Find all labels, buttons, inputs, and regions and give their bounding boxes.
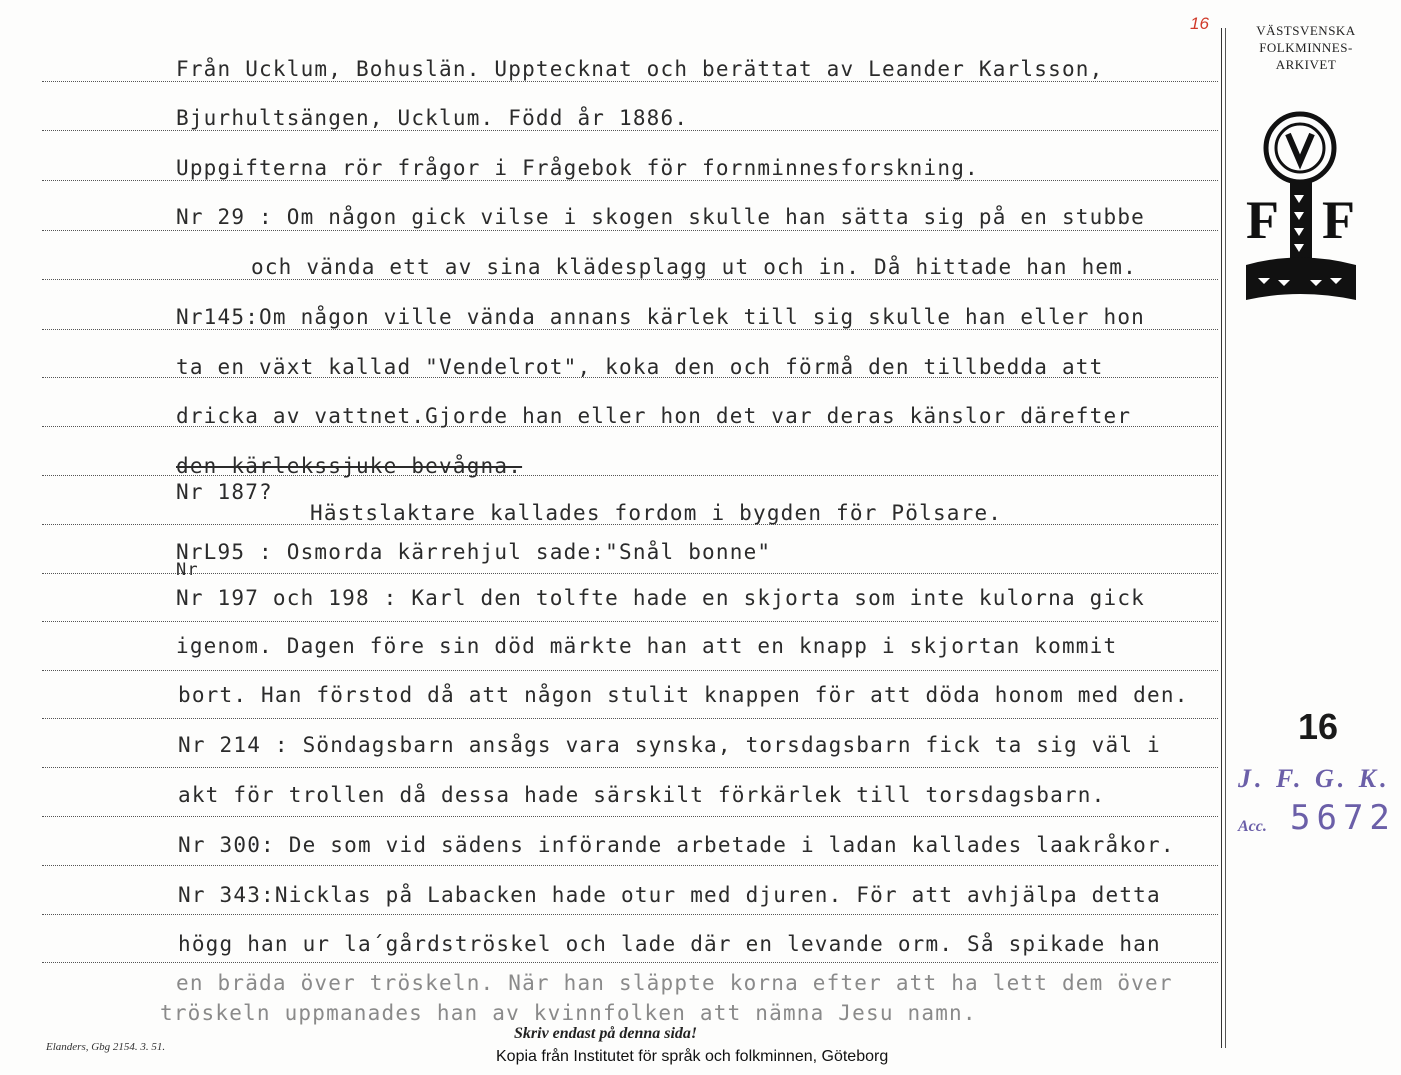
rule-line — [42, 279, 1218, 280]
text-line: Från Ucklum, Bohuslän. Uppteckn⁠at och berättat av Leander Karlsson, — [176, 57, 1104, 81]
archive-name-line: VÄSTSVENSKA — [1256, 23, 1356, 38]
text-line: den kärlekssjuke bevågna. — [176, 454, 523, 478]
rule-line — [42, 718, 1218, 719]
text-line: Nr 343:Nicklas på Labacken hade otur med djuren. För att avhjälpa detta — [178, 883, 1161, 907]
printer-imprint: Elanders, Gbg 2154. 3. 51. — [46, 1041, 166, 1053]
text-line: Nr 29 : Om någon gick vilse i skogen skulle han sätta sig på en stubbe — [176, 205, 1146, 229]
rule-line — [42, 230, 1218, 231]
text-line: NrL95 : Osmorda kärrehjul sade:"Snål bonne" — [176, 540, 772, 564]
rule-line — [42, 865, 1218, 866]
page-mark: 16 — [1190, 14, 1209, 33]
archive-name-line: ARKIVET — [1275, 57, 1337, 72]
archive-logo — [1238, 100, 1368, 315]
text-line: en bräda över tröskeln. När han släppte korna efter att ha lett dem över — [176, 971, 1173, 995]
text-line: Nr145:Om någon ville vända annans kärlek till sig skulle han eller hon — [176, 305, 1146, 329]
text-line: Uppgifterna rör frågor i Frågebok för fornminnesforskning. — [176, 156, 979, 180]
rule-line — [42, 81, 1218, 82]
margin-number: 16 — [1298, 706, 1339, 747]
copy-notice: Kopia från Institutet för språk och folkminnen, Göteborg — [496, 1048, 889, 1065]
text-line: tröskeln uppmanades han av kvinnfolken att nämna Jesu namn. — [160, 1001, 977, 1025]
text-line: igenom. Dagen före sin död märkte han att en knapp i skjortan kommit — [176, 634, 1118, 658]
rule-line — [42, 914, 1218, 915]
rule-line — [42, 621, 1218, 622]
text-line: Nr 197 och 198 : Karl den tolfte hade en skjorta som inte kulorna gick — [176, 586, 1146, 610]
text-line: dricka av vattnet.Gjorde han eller hon det var deras känslor därefter — [176, 404, 1132, 428]
text-line: akt för trollen då dessa hade särskilt förkärlek till torsdagsbarn. — [178, 783, 1106, 807]
rule-line — [42, 816, 1218, 817]
accession-prefix: Acc. — [1238, 818, 1267, 835]
text-line: högg han ur la´gårdströskel och lade där en levande orm. Så spikade han — [178, 932, 1161, 956]
text-line: och vända ett av sina klädesplagg ut och in. Då hittade han hem. — [251, 255, 1137, 279]
logo-icon — [1238, 100, 1368, 310]
svg-text:F: F — [1246, 190, 1279, 250]
text-line: Nr — [176, 560, 199, 580]
accession-number: 5672 — [1290, 798, 1396, 838]
margin-line — [1221, 28, 1222, 1048]
text-line: ta en växt kallad "Vendelrot", koka den och förmå den tillbedda att — [176, 355, 1104, 379]
rule-line — [42, 962, 1218, 963]
rule-line — [42, 130, 1218, 131]
archive-name-line: FOLKMINNES- — [1259, 40, 1353, 55]
rule-line — [42, 670, 1218, 671]
rule-line — [42, 767, 1218, 768]
footer-instruction: Skriv endast på denna sida! — [514, 1025, 698, 1042]
text-line: Nr 187? — [176, 480, 273, 504]
svg-text:F: F — [1322, 190, 1355, 250]
rule-line — [42, 573, 1218, 574]
text-line: Nr 300: De som vid sädens införande arbetade i ladan kallades laakråkor. — [178, 833, 1175, 857]
archive-heading — [1238, 22, 1374, 73]
rule-line — [42, 329, 1218, 330]
margin-line — [1225, 28, 1226, 1048]
text-line: Bjurhultsängen, Ucklum. Född år 1886. — [176, 106, 689, 130]
rule-line — [42, 180, 1218, 181]
text-line: bort. Han förstod då att någon stulit knappen för att döda honom med den. — [178, 683, 1189, 707]
text-line: Hästslaktare kallades fordom i bygden för Pölsare. — [310, 501, 1003, 525]
text-line: Nr 214 : Söndagsbarn ansågs vara synska, torsdagsbarn fick ta sig väl i — [178, 733, 1161, 757]
archive-stamp-initials: J. F. G. K. — [1238, 764, 1391, 793]
